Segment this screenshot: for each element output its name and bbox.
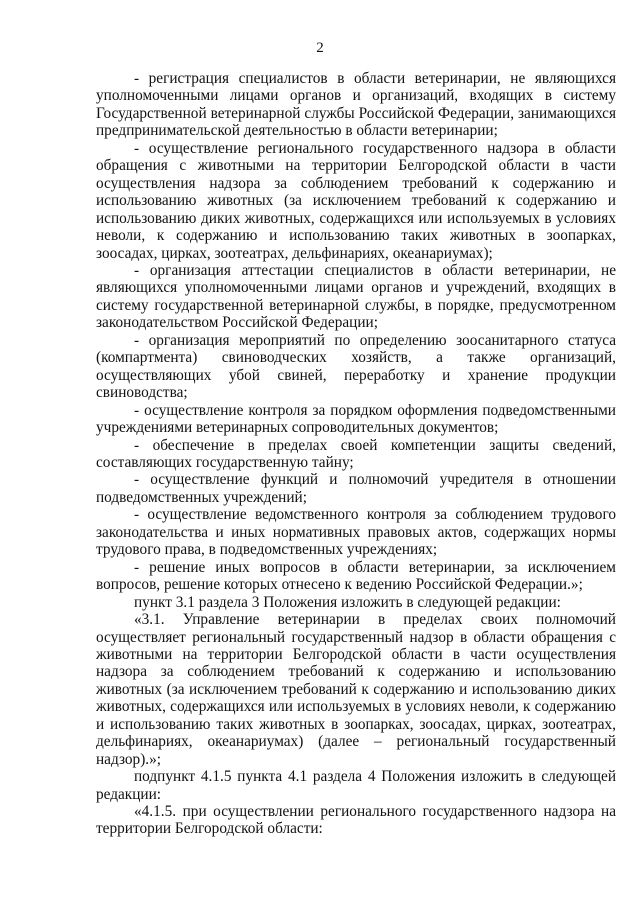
list-item-zoosanitary-status: - организация мероприятий по определению зоосанитарного статуса (компартмента) свиноводческих хозяйств, а также организаций, осуществляющих убой свиней, переработку и хранение продукции свиноводства; — [96, 331, 616, 402]
amendment-subpoint-4-1-5-text: «4.1.5. при осуществлении регионального государственного надзора на территории Белгородской области: — [96, 803, 616, 838]
page-number: 2 — [316, 40, 324, 56]
amendment-subpoint-4-1-5-intro: подпункт 4.1.5 пункта 4.1 раздела 4 Положения изложить в следующей редакции: — [96, 768, 616, 803]
list-item-regional-supervision: - осуществление регионального государственного надзора в области обращения с животными на территории Белгородской области в части осуществления надзора за соблюдением требований к содержанию и использованию животных (за исключением требований к содержанию и использованию диких животных, содержащихся или используемых в условиях неволи, к содержанию и использованию таких животных в зоопарках, зоосадах, цирках, зоотеатрах, дельфинариях, океанариумах); — [96, 139, 616, 262]
list-item-labor-control: - осуществление ведомственного контроля за соблюдением трудового законодательства и иных нормативных правовых актов, содержащих нормы трудового права, в подведомственных учреждениях; — [96, 506, 616, 559]
amendment-point-3-1-text: «3.1. Управление ветеринарии в пределах своих полномочий осуществляет региональный государственный надзор в области обращения с животными на территории Белгородской области в части осуществления надзора за соблюдением требований к содержанию и использованию животных (за исключением требований к содержанию и использованию диких животных, содержащихся или используемых в условиях неволи, к содержанию и использованию таких животных в зоопарках, зоосадах, цирках, зоотеатрах, дельфинариях, океанариумах) (далее – региональный государственный надзор).»; — [96, 611, 616, 768]
list-item-founder-functions: - осуществление функций и полномочий учредителя в отношении подведомственных учреждений; — [96, 471, 616, 506]
list-item-state-secret: - обеспечение в пределах своей компетенции защиты сведений, составляющих государственную тайну; — [96, 436, 616, 471]
list-item-other-issues: - решение иных вопросов в области ветеринарии, за исключением вопросов, решение которых отнесено к ведению Российской Федерации.»; — [96, 558, 616, 594]
document-body — [96, 70, 616, 838]
list-item-registration: - регистрация специалистов в области ветеринарии, не являющихся уполномоченными лицами органов и организаций, входящих в систему Государственной ветеринарной службы Российской Федерации, занимающихся предпринимательской деятельностью в области ветеринарии; — [96, 70, 616, 140]
list-item-attestation: - организация аттестации специалистов в области ветеринарии, не являющихся уполномоченными лицами органов и учреждений, входящих в систему государственной ветеринарной службы, в порядке, предусмотренном законодательством Российской Федерации; — [96, 261, 616, 332]
amendment-point-3-1-intro: пункт 3.1 раздела 3 Положения изложить в следующей редакции: — [134, 593, 561, 611]
list-item-document-control: - осуществление контроля за порядком оформления подведомственными учреждениями ветеринарных сопроводительных документов; — [96, 401, 616, 437]
